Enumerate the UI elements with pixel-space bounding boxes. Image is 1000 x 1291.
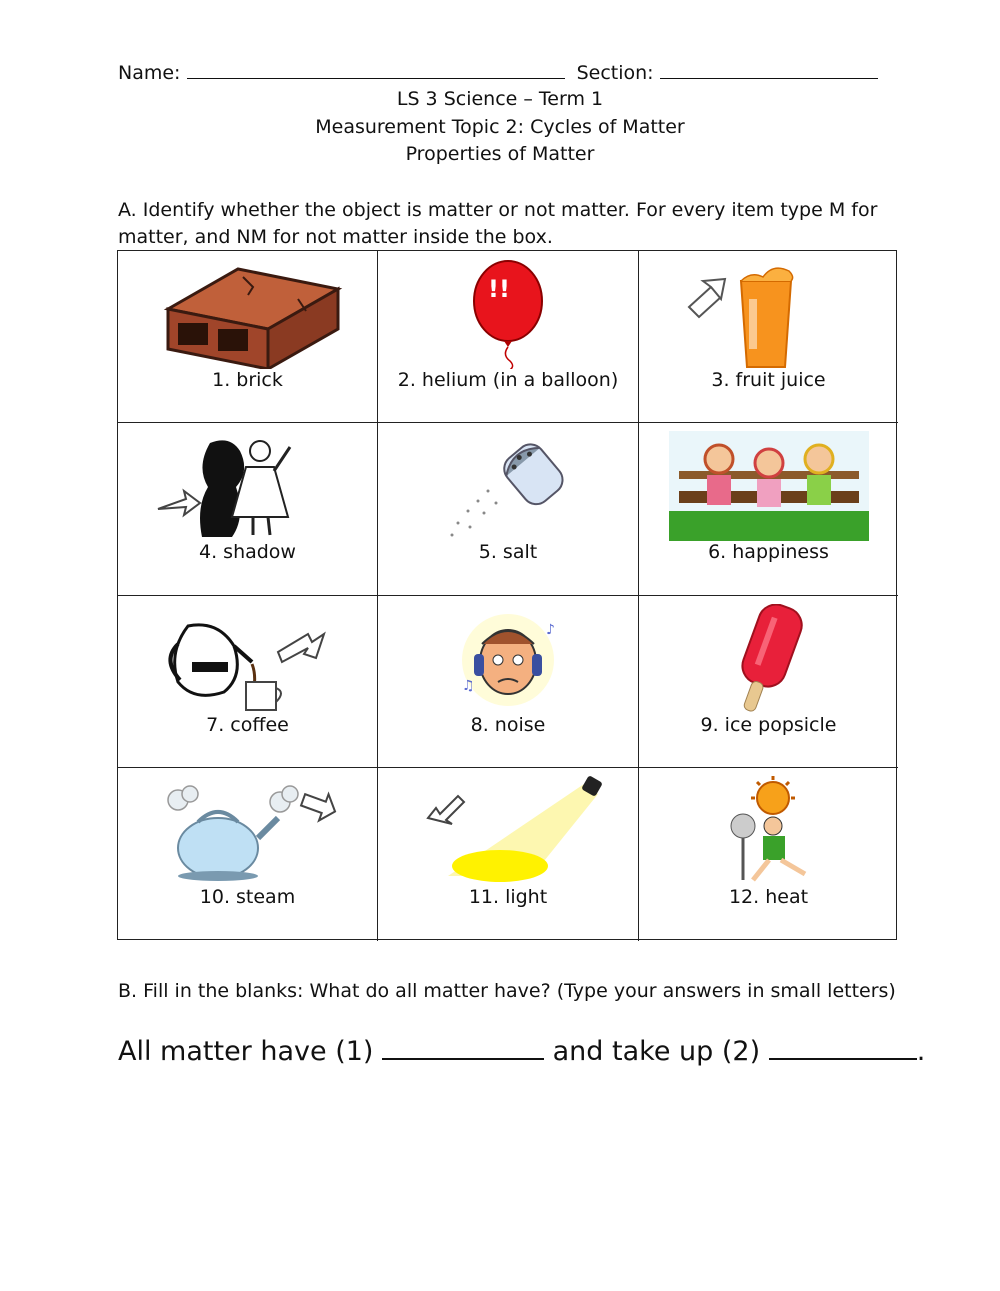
svg-text:♫: ♫ [462, 678, 475, 694]
heat-sun-icon [669, 776, 869, 886]
item-cell-shadow[interactable] [118, 423, 378, 596]
items-grid [117, 250, 897, 940]
item-cell-helium[interactable] [378, 251, 639, 423]
item-cell-coffee[interactable] [118, 596, 378, 768]
item-label: 2. helium (in a balloon) [397, 369, 619, 391]
item-cell-heat[interactable] [639, 768, 898, 941]
popsicle-icon [669, 604, 869, 714]
kettle-steam-icon [148, 776, 348, 886]
item-label: 9. ice popsicle [700, 714, 837, 736]
item-label: 7. coffee [206, 714, 289, 736]
name-field[interactable] [187, 60, 565, 79]
item-label: 6. happiness [708, 541, 829, 563]
item-cell-brick[interactable] [118, 251, 378, 423]
course-title: LS 3 Science – Term 1 [396, 88, 604, 110]
item-cell-happiness[interactable] [639, 423, 898, 596]
coffee-pot-icon [148, 604, 348, 714]
subtopic-title: Properties of Matter [405, 143, 595, 165]
blank-1-field[interactable] [382, 1034, 544, 1060]
item-label: 1. brick [212, 369, 283, 391]
fill-in-sentence [118, 1034, 925, 1067]
balloon-icon [408, 259, 608, 369]
sentence-part2: and take up (2) [552, 1036, 761, 1067]
item-cell-salt[interactable] [378, 423, 639, 596]
sentence-end: . [916, 1036, 926, 1067]
item-label: 3. fruit juice [711, 369, 826, 391]
section-b-instruction: B. Fill in the blanks: What do all matter have? (Type your answers in small letters) [118, 980, 896, 1002]
shadow-icon [148, 431, 348, 541]
section-a-instruction: A. Identify whether the object is matter or not matter. For every item type M for matter, and NM for not matter inside the box. [118, 199, 878, 248]
item-cell-steam[interactable] [118, 768, 378, 941]
spotlight-icon [408, 776, 608, 886]
item-cell-light[interactable] [378, 768, 639, 941]
item-cell-popsicle[interactable] [639, 596, 898, 768]
item-label: 8. noise [470, 714, 546, 736]
name-section-line [118, 60, 878, 84]
item-label: 12. heat [728, 886, 809, 908]
juice-glass-icon [669, 259, 869, 369]
topic-title: Measurement Topic 2: Cycles of Matter [315, 116, 685, 138]
item-label: 4. shadow [199, 541, 296, 563]
item-label: 10. steam [199, 886, 296, 908]
happy-kids-icon [669, 431, 869, 541]
item-cell-juice[interactable] [639, 251, 898, 423]
blank-2-field[interactable] [769, 1034, 917, 1060]
salt-shaker-icon [408, 431, 608, 541]
item-label: 5. salt [478, 541, 538, 563]
item-label: 11. light [468, 886, 548, 908]
svg-text:!!: !! [488, 275, 510, 303]
item-cell-noise[interactable] [378, 596, 639, 768]
section-field[interactable] [660, 60, 878, 79]
noise-face-icon [408, 604, 608, 714]
sentence-part1: All matter have (1) [118, 1036, 374, 1067]
brick-icon [148, 259, 348, 369]
section-label: Section: [576, 62, 654, 84]
svg-text:♪: ♪ [546, 622, 555, 638]
name-label: Name: [118, 62, 181, 84]
